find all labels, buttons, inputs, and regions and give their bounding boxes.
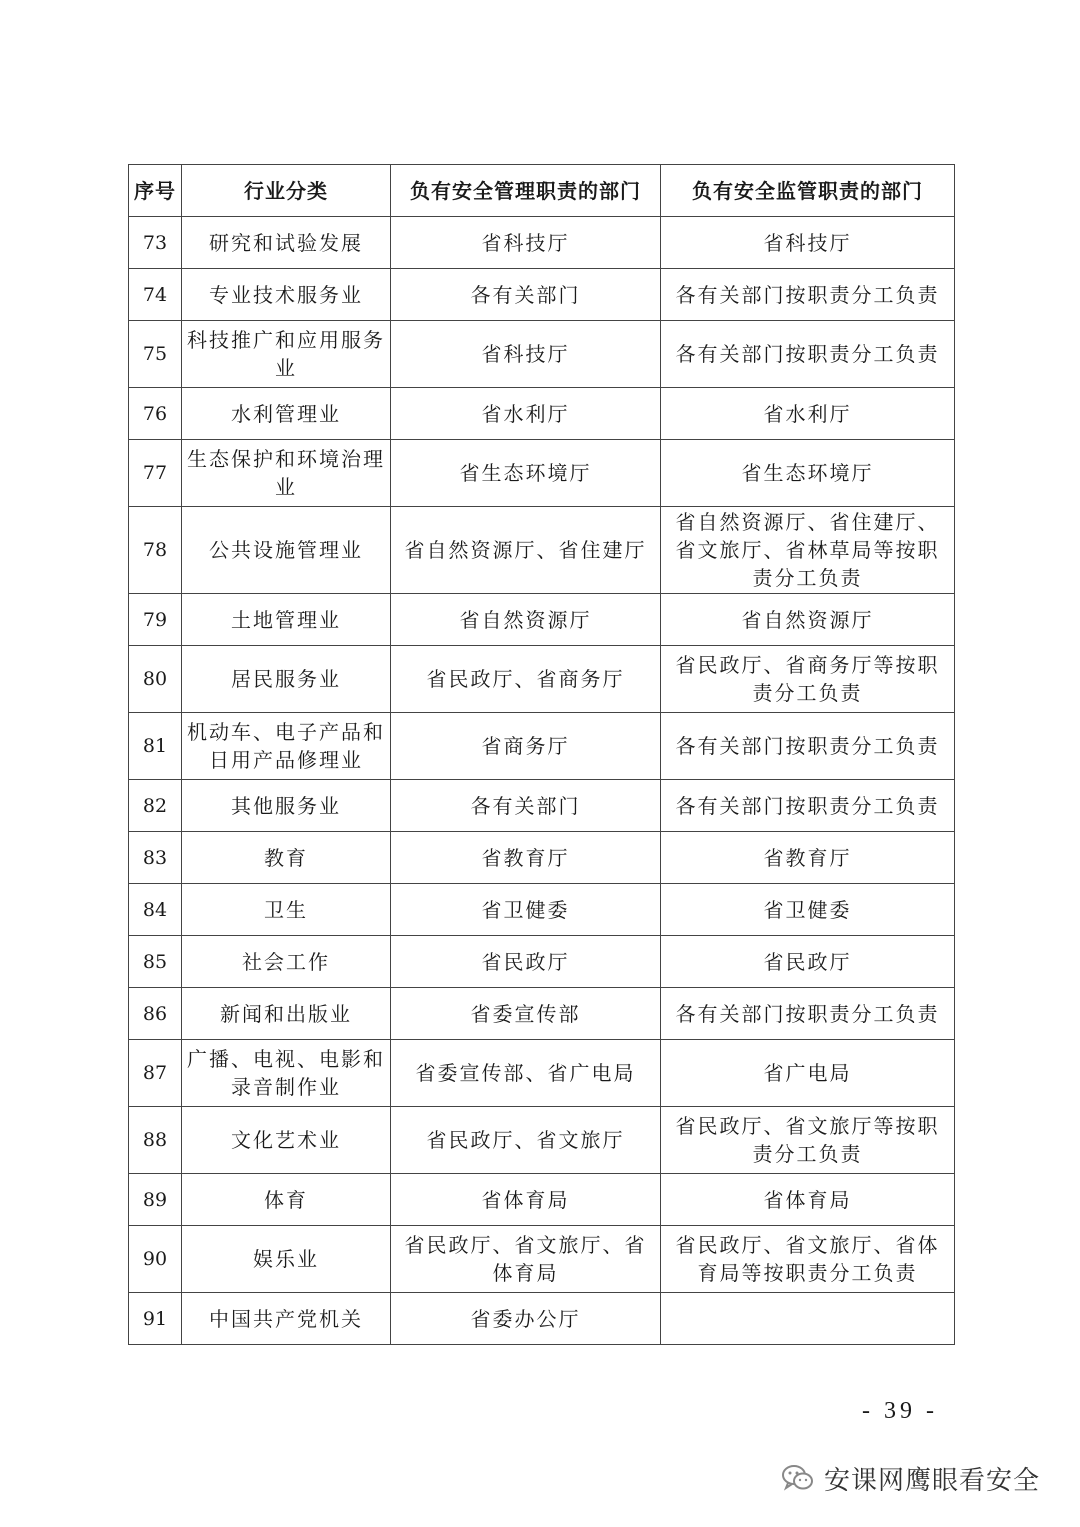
cell-category: 娱乐业: [182, 1226, 391, 1293]
cell-serial: 89: [129, 1174, 182, 1226]
cell-management-dept: 省卫健委: [391, 884, 661, 936]
table-row: [129, 440, 955, 507]
cell-supervision-dept: 省生态环境厅: [661, 440, 955, 507]
cell-supervision-dept: 省科技厅: [661, 217, 955, 269]
cell-management-dept: 省自然资源厅、省住建厅: [391, 507, 661, 594]
cell-serial: 79: [129, 594, 182, 646]
table-row: [129, 936, 955, 988]
table-row: [129, 1107, 955, 1174]
cell-category: 土地管理业: [182, 594, 391, 646]
cell-serial: 91: [129, 1293, 182, 1345]
wechat-icon: [780, 1460, 816, 1496]
table-row: [129, 988, 955, 1040]
table-row: [129, 884, 955, 936]
cell-supervision-dept: [661, 1293, 955, 1345]
cell-category: 居民服务业: [182, 646, 391, 713]
cell-supervision-dept: 省教育厅: [661, 832, 955, 884]
cell-serial: 78: [129, 507, 182, 594]
cell-supervision-dept: 省民政厅、省商务厅等按职责分工负责: [661, 646, 955, 713]
cell-management-dept: 省民政厅、省商务厅: [391, 646, 661, 713]
cell-supervision-dept: 省体育局: [661, 1174, 955, 1226]
cell-management-dept: 省民政厅、省文旅厅、省体育局: [391, 1226, 661, 1293]
cell-serial: 81: [129, 713, 182, 780]
cell-category: 公共设施管理业: [182, 507, 391, 594]
table-row: [129, 1293, 955, 1345]
cell-supervision-dept: 各有关部门按职责分工负责: [661, 780, 955, 832]
watermark: [780, 1458, 1040, 1498]
cell-management-dept: 省民政厅、省文旅厅: [391, 1107, 661, 1174]
cell-category: 教育: [182, 832, 391, 884]
cell-category: 新闻和出版业: [182, 988, 391, 1040]
cell-supervision-dept: 各有关部门按职责分工负责: [661, 713, 955, 780]
table-row: [129, 1040, 955, 1107]
cell-serial: 75: [129, 321, 182, 388]
header-serial: 序号: [129, 165, 182, 217]
table-row: [129, 269, 955, 321]
table-row: [129, 1226, 955, 1293]
cell-supervision-dept: 省自然资源厅: [661, 594, 955, 646]
table-header-row: [129, 165, 955, 217]
cell-serial: 86: [129, 988, 182, 1040]
cell-category: 机动车、电子产品和日用产品修理业: [182, 713, 391, 780]
table-row: [129, 507, 955, 594]
table-row: [129, 217, 955, 269]
cell-supervision-dept: 省民政厅、省文旅厅、省体育局等按职责分工负责: [661, 1226, 955, 1293]
cell-category: 中国共产党机关: [182, 1293, 391, 1345]
table-row: [129, 594, 955, 646]
cell-category: 卫生: [182, 884, 391, 936]
table-row: [129, 1174, 955, 1226]
header-category: 行业分类: [182, 165, 391, 217]
table-row: [129, 321, 955, 388]
cell-serial: 84: [129, 884, 182, 936]
cell-management-dept: 省水利厅: [391, 388, 661, 440]
cell-supervision-dept: 各有关部门按职责分工负责: [661, 988, 955, 1040]
cell-management-dept: 各有关部门: [391, 780, 661, 832]
cell-supervision-dept: 省民政厅、省文旅厅等按职责分工负责: [661, 1107, 955, 1174]
cell-supervision-dept: 各有关部门按职责分工负责: [661, 321, 955, 388]
table-row: [129, 713, 955, 780]
cell-management-dept: 各有关部门: [391, 269, 661, 321]
page-number: - 39 -: [862, 1398, 938, 1424]
cell-category: 生态保护和环境治理业: [182, 440, 391, 507]
cell-category: 广播、电视、电影和录音制作业: [182, 1040, 391, 1107]
cell-serial: 73: [129, 217, 182, 269]
cell-serial: 74: [129, 269, 182, 321]
cell-category: 社会工作: [182, 936, 391, 988]
cell-management-dept: 省委办公厅: [391, 1293, 661, 1345]
cell-supervision-dept: 省自然资源厅、省住建厅、省文旅厅、省林草局等按职责分工负责: [661, 507, 955, 594]
cell-management-dept: 省生态环境厅: [391, 440, 661, 507]
cell-serial: 85: [129, 936, 182, 988]
table-body: [129, 217, 955, 1345]
cell-management-dept: 省体育局: [391, 1174, 661, 1226]
cell-category: 研究和试验发展: [182, 217, 391, 269]
cell-category: 专业技术服务业: [182, 269, 391, 321]
table-row: [129, 646, 955, 713]
duty-table: [128, 164, 955, 1345]
cell-category: 水利管理业: [182, 388, 391, 440]
cell-management-dept: 省委宣传部、省广电局: [391, 1040, 661, 1107]
cell-supervision-dept: 各有关部门按职责分工负责: [661, 269, 955, 321]
header-management-dept: 负有安全管理职责的部门: [391, 165, 661, 217]
cell-category: 科技推广和应用服务业: [182, 321, 391, 388]
cell-serial: 80: [129, 646, 182, 713]
cell-category: 其他服务业: [182, 780, 391, 832]
table-row: [129, 832, 955, 884]
cell-serial: 88: [129, 1107, 182, 1174]
cell-serial: 83: [129, 832, 182, 884]
cell-supervision-dept: 省广电局: [661, 1040, 955, 1107]
cell-management-dept: 省教育厅: [391, 832, 661, 884]
cell-management-dept: 省自然资源厅: [391, 594, 661, 646]
cell-category: 文化艺术业: [182, 1107, 391, 1174]
cell-supervision-dept: 省民政厅: [661, 936, 955, 988]
cell-serial: 90: [129, 1226, 182, 1293]
table-row: [129, 780, 955, 832]
cell-serial: 82: [129, 780, 182, 832]
header-supervision-dept: 负有安全监管职责的部门: [661, 165, 955, 217]
cell-serial: 87: [129, 1040, 182, 1107]
cell-serial: 76: [129, 388, 182, 440]
cell-management-dept: 省商务厅: [391, 713, 661, 780]
cell-serial: 77: [129, 440, 182, 507]
watermark-text: 安课网鹰眼看安全: [824, 1465, 1041, 1496]
cell-management-dept: 省科技厅: [391, 321, 661, 388]
cell-management-dept: 省民政厅: [391, 936, 661, 988]
cell-supervision-dept: 省卫健委: [661, 884, 955, 936]
cell-category: 体育: [182, 1174, 391, 1226]
cell-supervision-dept: 省水利厅: [661, 388, 955, 440]
table-row: [129, 388, 955, 440]
cell-management-dept: 省委宣传部: [391, 988, 661, 1040]
cell-management-dept: 省科技厅: [391, 217, 661, 269]
